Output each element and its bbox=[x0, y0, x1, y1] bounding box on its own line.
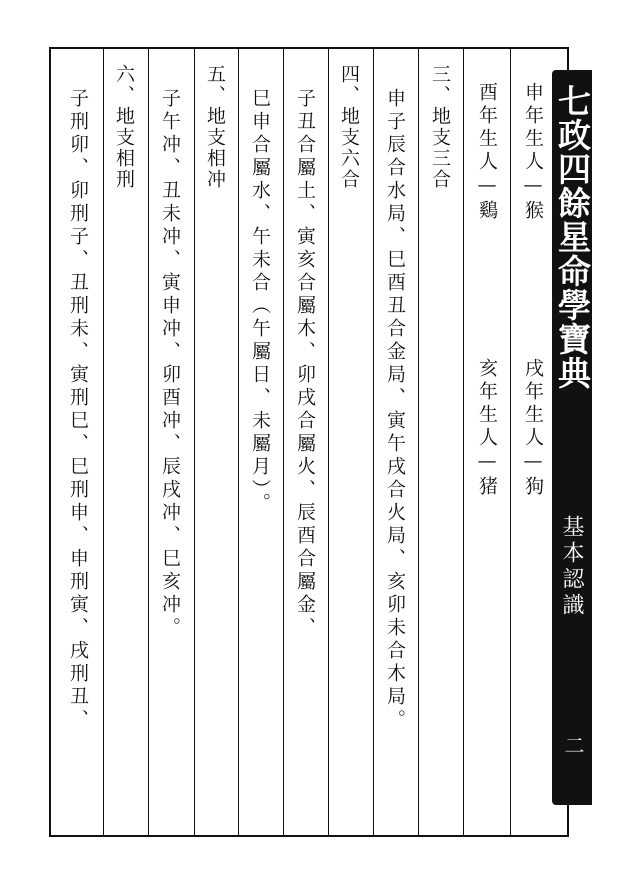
column-rule bbox=[510, 49, 511, 835]
column-rule bbox=[463, 49, 464, 835]
book-title: 七政四餘星命學寶典 bbox=[553, 84, 592, 390]
zodiac-xu: 戌年生人—狗 bbox=[522, 358, 544, 499]
heading-three-combinations: 三、地支三合 bbox=[429, 64, 451, 190]
punishments-text: 子刑卯、卯刑子、丑刑未、寅刑巳、巳刑申、申刑寅、戌刑丑、 bbox=[67, 88, 89, 732]
page-number: 二 bbox=[561, 735, 585, 755]
zodiac-you: 酉年生人—鷄 bbox=[476, 82, 498, 223]
six-combinations-text-2: 巳申合屬水、午未合（午屬日、未屬月）。 bbox=[249, 88, 271, 516]
column-rule bbox=[148, 49, 149, 835]
heading-six-combinations: 四、地支六合 bbox=[338, 64, 360, 190]
clashes-text: 子午冲、丑未冲、寅申冲、卯酉冲、辰戌冲、巳亥冲。 bbox=[159, 88, 181, 640]
zodiac-hai: 亥年生人—猪 bbox=[476, 358, 498, 499]
column-rule bbox=[238, 49, 239, 835]
column-rule bbox=[103, 49, 104, 835]
section-title: 基本認識 bbox=[559, 515, 584, 619]
column-rule bbox=[373, 49, 374, 835]
heading-punishments: 六、地支相刑 bbox=[113, 64, 135, 190]
zodiac-shen: 申年生人—猴 bbox=[522, 82, 544, 223]
heading-clashes: 五、地支相冲 bbox=[204, 64, 226, 190]
column-rule bbox=[418, 49, 419, 835]
column-rule bbox=[328, 49, 329, 835]
column-rule bbox=[194, 49, 195, 835]
column-rule bbox=[283, 49, 284, 835]
three-combinations-text: 申子辰合水局、巳酉丑合金局、寅午戌合火局、亥卯未合木局。 bbox=[384, 88, 406, 732]
six-combinations-text-1: 子丑合屬土、寅亥合屬木、卯戌合屬火、辰酉合屬金、 bbox=[294, 88, 316, 640]
